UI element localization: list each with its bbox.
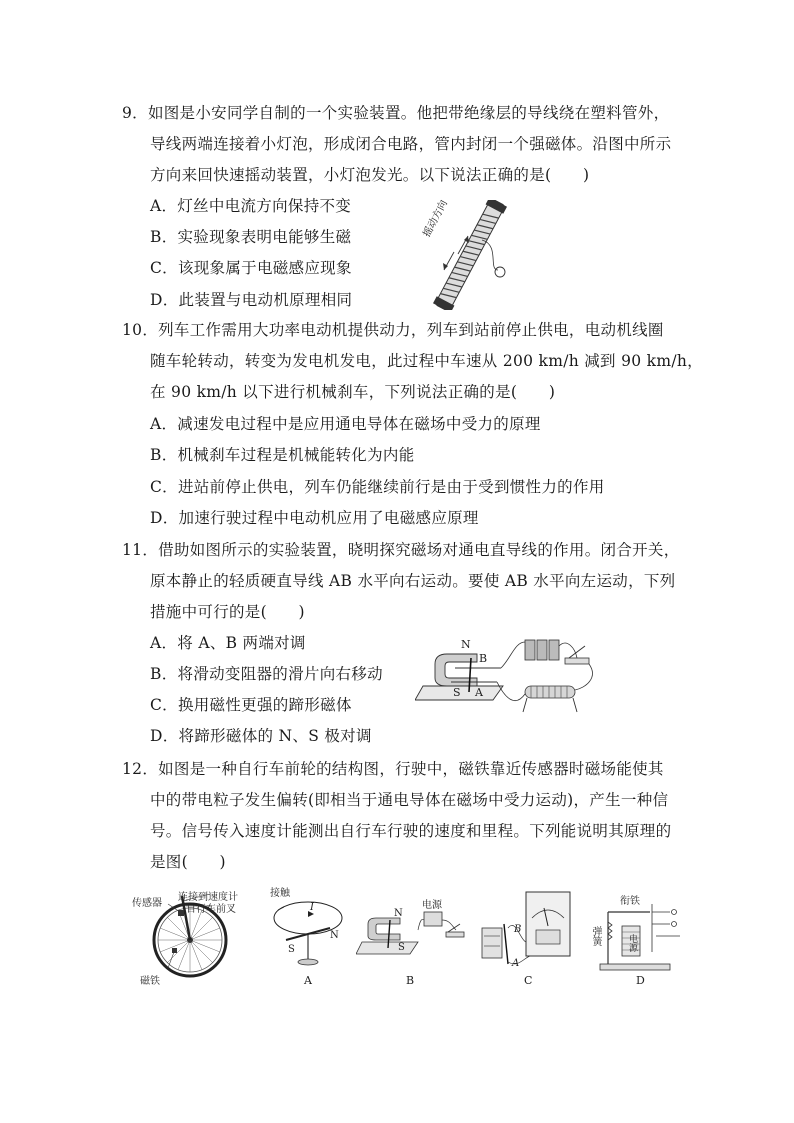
q12-fig-b-letter: B <box>406 974 415 987</box>
q9-line-2: 导线两端连接着小灯泡，形成闭合电路，管内封闭一个强磁体。沿图中所示 <box>150 135 672 153</box>
q11-fig-n: N <box>461 638 471 651</box>
q12-fig-b-n-label: N <box>394 908 403 919</box>
q12-line-4: 是图( ) <box>150 853 226 871</box>
q9-line-3: 方向来回快速摇动装置，小灯泡发光。以下说法正确的是( ) <box>150 166 590 184</box>
q9-figure-label: 摇动方向 <box>421 198 451 240</box>
q12-figure-c[interactable] <box>478 884 578 990</box>
q11-line-3: 措施中可行的是( ) <box>150 603 305 621</box>
q9-option-c[interactable]: C．该现象属于电磁感应现象 <box>150 259 352 277</box>
q12-wheel-fork-label: 自行车前叉 <box>186 904 236 915</box>
q11-line-2: 原本静止的轻质硬直导线 AB 水平向右运动。要使 AB 水平向左运动，下列 <box>150 572 676 590</box>
q9-option-a[interactable]: A．灯丝中电流方向保持不变 <box>150 197 352 215</box>
q9-option-d[interactable]: D．此装置与电动机原理相同 <box>150 291 353 309</box>
q11-option-b[interactable]: B．将滑动变阻器的滑片向右移动 <box>150 665 383 683</box>
q9-figure-coil-tube <box>410 200 530 310</box>
q11-option-d[interactable]: D．将蹄形磁体的 N、S 极对调 <box>150 727 372 745</box>
q12-line-2: 中的带电粒子发生偏转(即相当于通电导体在磁场中受力运动)，产生一种信 <box>150 791 669 809</box>
q11-fig-a: A <box>475 686 483 699</box>
q10-line-2: 随车轮转动，转变为发电机发电，此过程中车速从 200 km/h 减到 90 km/h， <box>150 352 703 370</box>
q9-line-1: 9．如图是小安同学自制的一个实验装置。他把带绝缘层的导线绕在塑料管外， <box>122 104 670 122</box>
q12-fig-c-a-label: A <box>512 958 520 969</box>
q12-fig-d-letter: D <box>636 974 645 987</box>
q12-fig-d-power-label: 电源 <box>627 934 637 952</box>
q10-option-a[interactable]: A．减速发电过程中是应用通电导体在磁场中受力的原理 <box>150 415 541 433</box>
q11-fig-s: S <box>453 686 461 699</box>
q10-line-3: 在 90 km/h 以下进行机械刹车，下列说法正确的是( ) <box>150 383 556 401</box>
q12-fig-d-spring-label: 弹簧 <box>590 926 601 946</box>
q10-line-1: 10．列车工作需用大功率电动机提供动力，列车到站前停止供电，电动机线圈 <box>122 321 664 339</box>
q12-fig-a-letter: A <box>304 974 312 987</box>
q12-fig-c-b-label: B <box>514 924 522 935</box>
q12-fig-b-s-label: S <box>398 942 405 953</box>
q12-wheel-sensor-label: 传感器 <box>132 898 162 909</box>
q12-fig-d-armature-label: 衔铁 <box>620 896 640 907</box>
q10-option-b[interactable]: B．机械刹车过程是机械能转化为内能 <box>150 446 415 464</box>
q10-option-d[interactable]: D．加速行驶过程中电动机应用了电磁感应原理 <box>150 509 479 527</box>
q9-option-b[interactable]: B．实验现象表明电能够生磁 <box>150 228 352 246</box>
q12-fig-a-current-label: I <box>310 902 314 913</box>
q12-line-1: 12．如图是一种自行车前轮的结构图，行驶中，磁铁靠近传感器时磁场能使其 <box>122 760 664 778</box>
q12-wheel-magnet-label: 磁铁 <box>140 976 160 987</box>
q12-figure-wheel <box>128 888 268 988</box>
q11-fig-b: B <box>479 652 488 665</box>
q12-figure-d[interactable] <box>590 892 694 990</box>
q11-line-1: 11．借助如图所示的实验装置，晓明探究磁场对通电直导线的作用。闭合开关， <box>122 541 680 559</box>
q12-fig-b-power-label: 电源 <box>422 900 442 911</box>
q12-figure-b[interactable] <box>356 890 468 990</box>
q10-option-c[interactable]: C．进站前停止供电，列车仍能继续前行是由于受到惯性力的作用 <box>150 478 605 496</box>
q12-figure-a[interactable] <box>268 884 350 990</box>
q11-option-c[interactable]: C．换用磁性更强的蹄形磁体 <box>150 696 352 714</box>
q12-line-3: 号。信号传入速度计能测出自行车行驶的速度和里程。下列能说明其原理的 <box>150 822 672 840</box>
q11-option-a[interactable]: A．将 A、B 两端对调 <box>150 634 306 652</box>
q12-fig-a-s-label: S <box>288 944 295 955</box>
q12-fig-a-n-label: N <box>330 930 339 941</box>
q12-fig-c-letter: C <box>524 974 533 987</box>
q12-fig-a-contact-label: 接触 <box>270 888 290 899</box>
q12-wheel-speedometer-label: 连接到速度计 <box>178 892 238 903</box>
q11-figure-circuit <box>415 628 605 720</box>
